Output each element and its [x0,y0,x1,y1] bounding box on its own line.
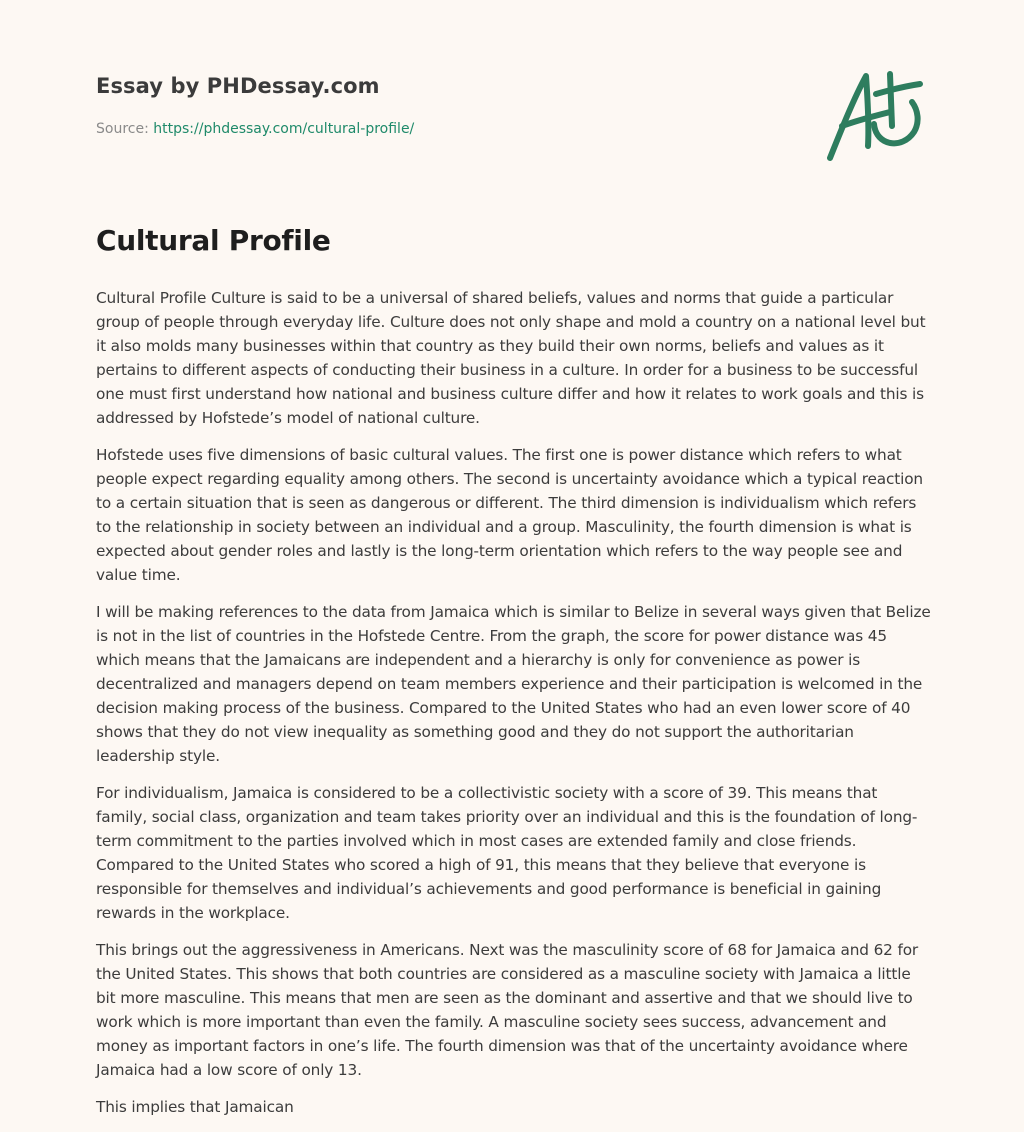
source-line [96,121,928,137]
source-link[interactable]: https://phdessay.com/cultural-profile/ [153,121,415,137]
essay-paragraph: For individualism, Jamaica is considered to be a collectivistic society with a score of 39. This means that family, social class, organization and team takes priority over an individual and this is the foundation of long-term commitment to the parties involved which in most cases are extended family and close friends. Compared to the United States who scored a high of 91, this means that they believe that everyone is responsible for themselves and individual’s achievements and good performance is beneficial in gaining rewards in the workplace. [96,784,918,922]
essay-paragraph: This implies that Jamaican [96,1098,294,1116]
essay-paragraph: I will be making references to the data from Jamaica which is similar to Belize in several ways given that Belize is not in the list of countries in the Hofstede Centre. From the graph, the score for power distance was 45 which means that the Jamaicans are independent and a hierarchy is only for convenience as power is decentralized and managers depend on team members experience and their participation is welcomed in the decision making process of the business. Compared to the United States who had an even lower score of 40 shows that they do not view inequality as something good and they do not support the authoritarian leadership style. [96,603,931,765]
source-label: Source: [96,121,149,137]
page-header [96,74,928,137]
a-plus-grade-icon [822,66,926,166]
essay-paragraph: Hofstede uses five dimensions of basic cultural values. The first one is power distance which refers to what people expect regarding equality among others. The second is uncertainty avoidance which a typical reaction to a certain situation that is seen as dangerous or different. The third dimension is individualism which refers to the relationship in society between an individual and a group. Masculinity, the fourth dimension is what is expected about gender roles and lastly is the long-term orientation which refers to the way people see and value time. [96,446,923,584]
essay-paragraph: Cultural Profile Culture is said to be a universal of shared beliefs, values and norms that guide a particular group of people through everyday life. Culture does not only shape and mold a country on a national level but it also molds many businesses within that country as they build their own norms, beliefs and values as it pertains to different aspects of conducting their business in a culture. In order for a business to be successful one must first understand how national and business culture differ and how it relates to work goals and this is addressed by Hofstede’s model of national culture. [96,289,926,427]
essay-title: Cultural Profile [96,224,331,257]
essay-paragraph: This brings out the aggressiveness in Americans. Next was the masculinity score of 68 for Jamaica and 62 for the United States. This shows that both countries are considered as a masculine society with Jamaica a little bit more masculine. This means that men are seen as the dominant and assertive and that we should live to work which is more important than even the family. A masculine society sees success, advancement and money as important factors in one’s life. The fourth dimension was that of the uncertainty avoidance where Jamaica had a low score of only 13. [96,941,919,1079]
brand-title: Essay by PHDessay.com [96,74,380,98]
essay-body [96,286,932,1132]
